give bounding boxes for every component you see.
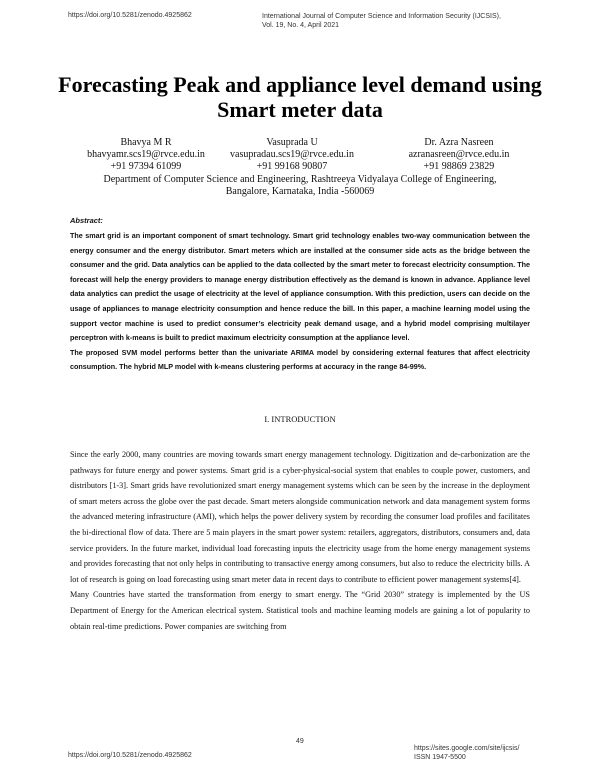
footer-site-link[interactable]: https://sites.google.com/site/ijcsis/	[414, 745, 520, 752]
author-name: Dr. Azra Nasreen	[424, 137, 494, 148]
author-email[interactable]: vasupradau.scs19@rvce.edu.in	[230, 149, 354, 160]
author-block	[207, 137, 377, 173]
page-number: 49	[296, 738, 304, 745]
body-paragraph: Many Countries have started the transformation from energy to smart energy. The “Grid 2030” strategy is implemented by the US Department of Energy for the American electrical system. Statistical tools and machine learning models are gaining a lot of popularity to obtain real-time predictions. Power companies are switching from	[70, 590, 530, 631]
section-heading: I. INTRODUCTION	[264, 414, 336, 424]
affiliation	[70, 174, 530, 198]
abstract-heading: Abstract:	[70, 216, 103, 225]
footer-issn: ISSN 1947-5500	[414, 754, 466, 761]
author-email[interactable]: bhavyamr.scs19@rvce.edu.in	[87, 149, 205, 160]
header-doi[interactable]: https://doi.org/10.5281/zenodo.4925862	[68, 12, 192, 19]
author-phone: +91 97394 61099	[110, 161, 182, 172]
author-block	[61, 137, 231, 173]
abstract	[70, 229, 530, 375]
author-phone: +91 98869 23829	[423, 161, 495, 172]
author-name: Bhavya M R	[120, 137, 172, 148]
author-name: Vasupradа U	[266, 137, 318, 148]
affiliation-department: Department of Computer Science and Engineering, Rashtreeya Vidyalaya College of Engineering,	[103, 174, 497, 185]
paper-title: Forecasting Peak and appliance level demand using Smart meter data	[58, 72, 542, 122]
footer-doi[interactable]: https://doi.org/10.5281/zenodo.4925862	[68, 752, 192, 759]
abstract-paragraph: The smart grid is an important component of smart technology. Smart grid technology enables two-way communication between the energy consumer and the energy distributor. Smart meters which are installed at the consumer side acts as the bridge between the consumer and the grid. Data analytics can be applied to the data collected by the smart meter to forecast electricity consumption. The forecast will help the energy providers to manage energy distribution effectively as the demand is known in advance. Appliance level data analytics can predict the usage of electricity at the level of appliance consumption. With this prediction, users can decide on the usage of appliances to manage electricity consumption and hence reduce the bill. In this paper, a machine learning model using the support vector machine is used to predict consumer’s electricity peak demand usage, and a hybrid model comprising multilayer perceptron with k-means is built to predict maximum electricity consumption at the appliance level.	[70, 231, 530, 343]
author-block	[374, 137, 544, 173]
journal-name: International Journal of Computer Science and Information Security (IJCSIS),	[262, 13, 501, 20]
body-paragraph: Since the early 2000, many countries are moving towards smart energy management technology. Digitization and de-carbonization are the pathways for future energy and power systems. Smart grid is a cyber-physical-social system that enables to couple power, customers, and distributors [1-3]. Smart grids have revolutionized smart energy management systems which can be seen by the increase in the deployment of smart meters across the globe over the past decade. Smart meters alongside communication network and data management system forms the advanced metering infrastructure (AMI), which helps the power delivery system by recording the consumer load profiles and facilitates the bi-directional flow of data. There are 5 main players in the smart power system: retailers, aggregators, distributors, consumers and, data service providers. In the future market, individual load forecasting inputs the electricity usage from the home energy management systems and provides forecasting that not only helps in contributing to transactive energy among consumers, but also to reduce the electricity bills. A lot of research is going on load forecasting using smart meter data in recent days to contribute to efficient power management systems[4].	[70, 450, 530, 584]
author-email[interactable]: azranasreen@rvce.edu.in	[408, 149, 510, 160]
header-journal	[262, 12, 542, 30]
body-text	[70, 447, 530, 634]
affiliation-location: Bangalore, Karnataka, India -560069	[225, 186, 375, 197]
footer-site	[414, 744, 519, 762]
abstract-paragraph: The proposed SVM model performs better than the univariate ARIMA model by considering external features that affect electricity consumption. The hybrid MLP model with k-means clustering performs at accuracy in the range 84-99%.	[70, 347, 530, 372]
author-phone: +91 99168 90807	[256, 161, 328, 172]
journal-volume: Vol. 19, No. 4, April 2021	[262, 22, 340, 29]
